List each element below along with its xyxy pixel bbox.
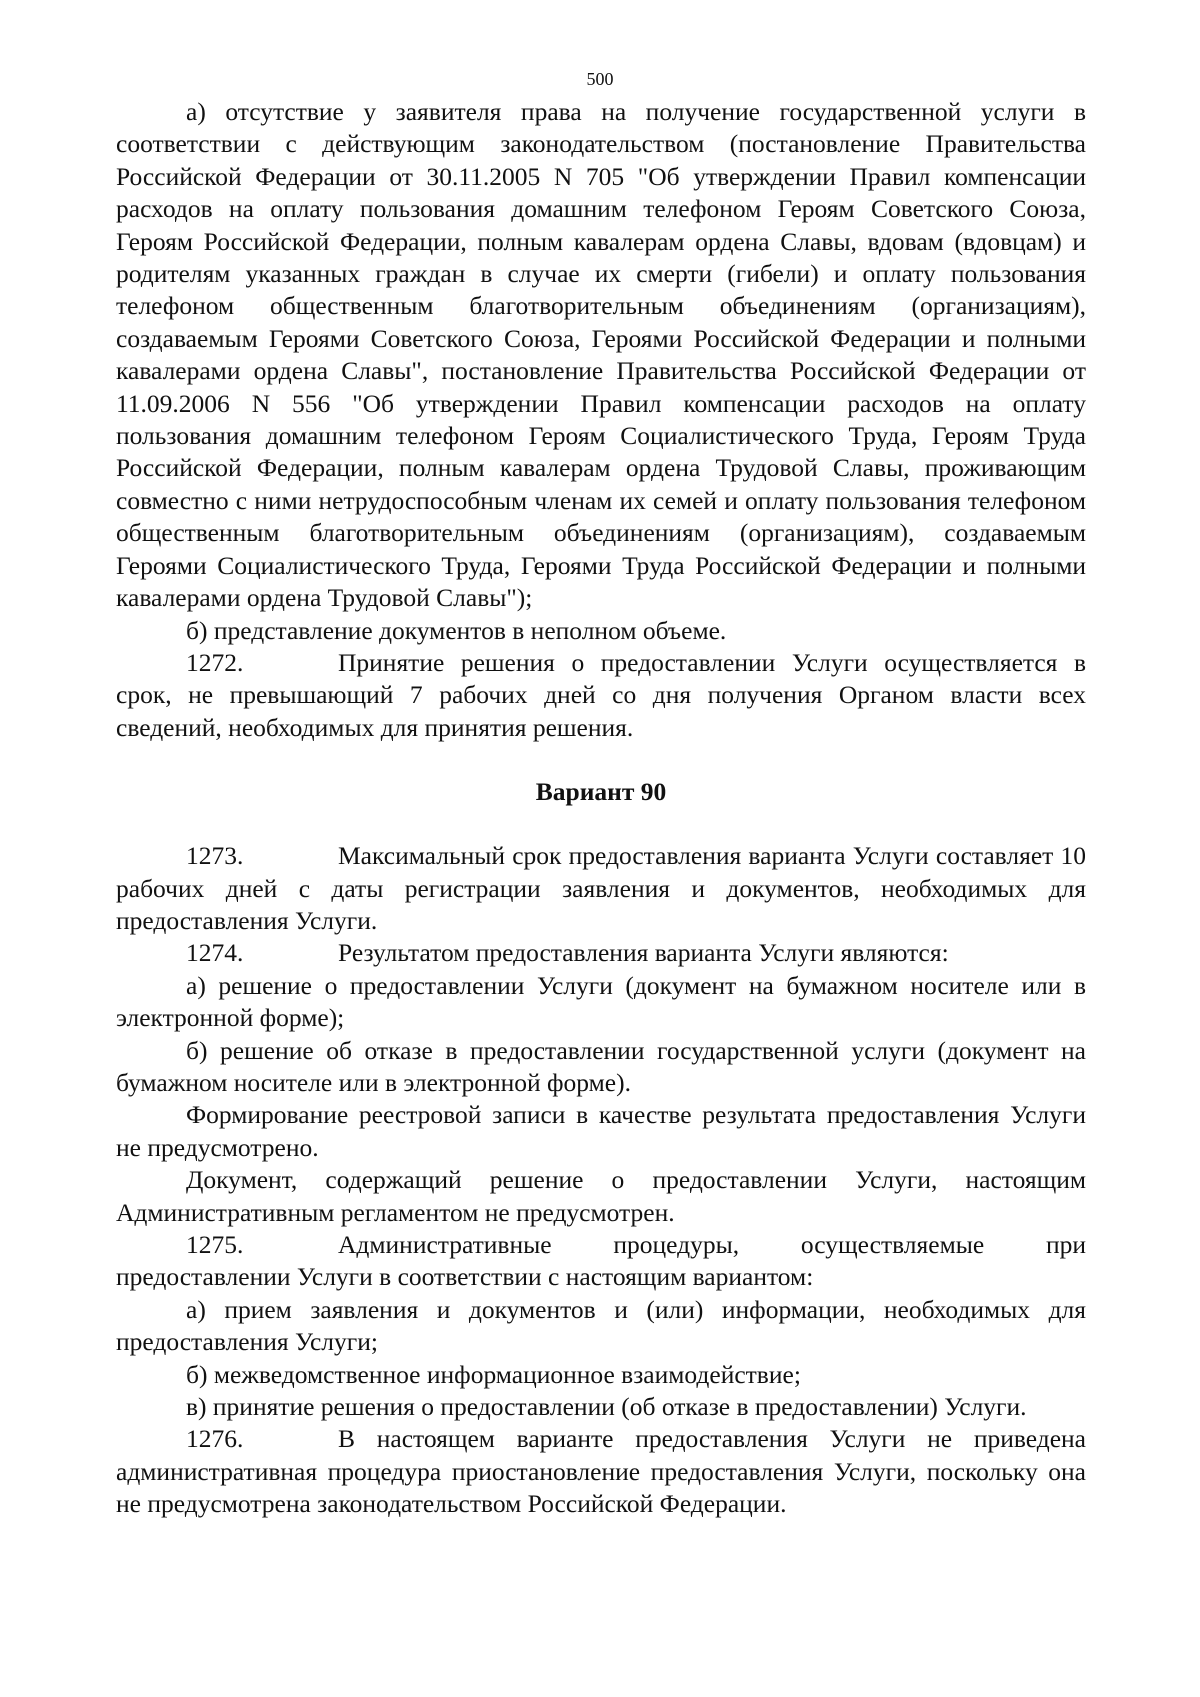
- item-1275: [116, 1229, 1086, 1294]
- item-number: 1275.: [186, 1230, 244, 1259]
- item-number: 1272.: [186, 647, 244, 677]
- item-number: 1276.: [186, 1424, 244, 1454]
- item-text: Результатом предоставления варианта Услуги являются:: [338, 938, 949, 968]
- paragraph-v-procedure: в) принятие решения о предоставлении (об отказе в предоставлении) Услуги.: [186, 1392, 1027, 1422]
- page-number: 500: [586, 69, 614, 89]
- item-1273: [116, 840, 1086, 937]
- item-1272: [116, 647, 1086, 744]
- paragraph-b-procedure: б) межведомственное информационное взаимодействие;: [186, 1359, 801, 1389]
- paragraph-a-procedure: а) прием заявления и документов и (или) информации, необходимых для предоставления Услуги;: [116, 1294, 1086, 1357]
- paragraph-decision-document: Документ, содержащий решение о предоставлении Услуги, настоящим Административным регламентом не предусмотрен.: [116, 1165, 1086, 1227]
- item-text: Принятие решения о предоставлении Услуги осуществляется в срок, не превышающий 7 рабочих дней со дня получения Органом власти всех сведений, необходимых для принятия решения.: [116, 647, 1086, 742]
- paragraph-b-result: б) решение об отказе в предоставлении государственной услуги (документ на бумажном носителе или в электронной форме).: [116, 1035, 1086, 1097]
- item-number: 1273.: [186, 841, 244, 871]
- item-text: В настоящем варианте предоставления Услуги не приведена административная процедура приостановление предоставления Услуги, поскольку она не предусмотрена законодательством Российской Федерации.: [116, 1424, 1086, 1519]
- item-1276: [116, 1423, 1086, 1520]
- section-heading: Вариант 90: [535, 777, 667, 807]
- paragraph-a-refusal-grounds: а) отсутствие у заявителя права на получение государственной услуги в соответствии с действующим законодательством (постановление Правительства Российской Федерации от 30.11.2005 N 705 "Об утверждении Правил компенсации расходов на оплату пользования домашним телефоном Героям Советского Союза, Героям Российской Федерации, полным кавалерам ордена Славы, вдовам (вдовцам) и родителям указанных граждан в случае их смерти (гибели) и оплату пользования телефоном общественным благотворительным объединениям (организациям), создаваемым Героями Советского Союза, Героями Российской Федерации и полными кавалерами ордена Славы", постановление Правительства Российской Федерации от 11.09.2006 N 556 "Об утверждении Правил компенсации расходов на оплату пользования домашним телефоном Героям Социалистического Труда, Героям Труда Российской Федерации, полным кавалерам ордена Трудовой Славы, проживающим совместно с ними нетрудоспособным членам их семей и оплату пользования телефоном общественным благотворительным объединениям (организациям), создаваемым Героями Социалистического Труда, Героями Труда Российской Федерации и полными кавалерами ордена Трудовой Славы");: [116, 97, 1086, 613]
- paragraph-registry-record: Формирование реестровой записи в качестве результата предоставления Услуги не предусмотрено.: [116, 1100, 1086, 1162]
- item-1274: [116, 937, 1086, 969]
- paragraph-a-result: а) решение о предоставлении Услуги (документ на бумажном носителе или в электронной форме);: [116, 970, 1086, 1033]
- paragraph-b-incomplete-documents: б) представление документов в неполном объеме.: [186, 615, 727, 645]
- item-text: Максимальный срок предоставления варианта Услуги составляет 10 рабочих дней с даты регистрации заявления и документов, необходимых для предоставления Услуги.: [116, 841, 1086, 935]
- item-text: Административные процедуры, осуществляемые при предоставлении Услуги в соответствии с настоящим вариантом:: [116, 1230, 1086, 1292]
- item-number: 1274.: [186, 938, 244, 968]
- document-body: [116, 96, 1086, 1521]
